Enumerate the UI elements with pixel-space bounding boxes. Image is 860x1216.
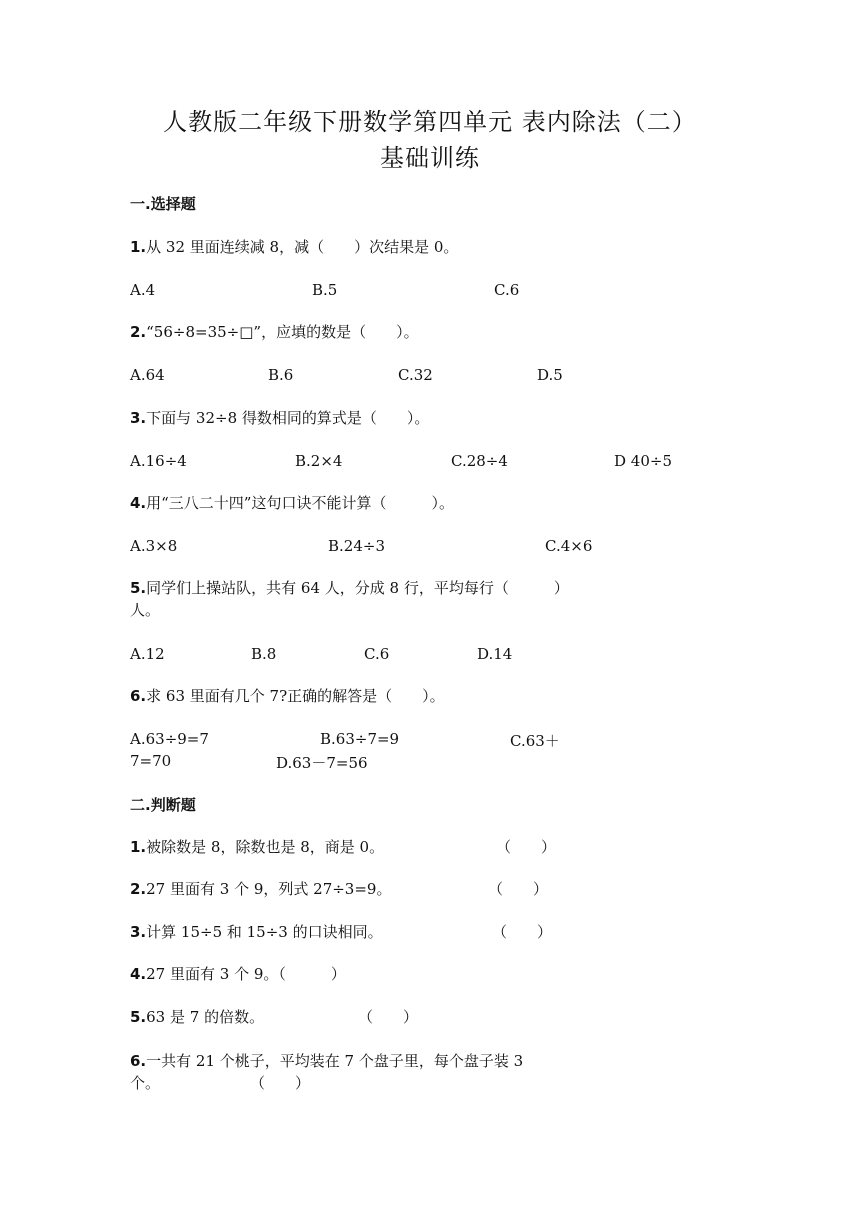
- choice-question-2: [130, 321, 419, 343]
- option-a: A.3×8: [130, 537, 178, 555]
- option-d: D 40÷5: [614, 452, 672, 470]
- question-text: 用“三八二十四”这句口诀不能计算（ ）。: [146, 494, 454, 512]
- option-c: C.28÷4: [451, 452, 508, 470]
- section-heading-judgement: 二.判断题: [130, 796, 196, 814]
- section-heading-choice: 一.选择题: [130, 195, 196, 213]
- option-c: C.32: [398, 366, 433, 384]
- option-b: B.63÷7=9: [320, 730, 400, 748]
- question-text: 一共有 21 个桃子，平均装在 7 个盘子里，每个盘子装 3: [146, 1052, 524, 1070]
- choice-question-6: [130, 685, 445, 707]
- choice-question-5-continued: 人。: [130, 601, 161, 619]
- choice-question-4: [130, 492, 454, 514]
- option-d: D.63－7=56: [276, 754, 368, 772]
- question-text: 63 是 7 的倍数。: [146, 1008, 265, 1026]
- question-number: 5.: [130, 579, 147, 597]
- judgement-question-2: [130, 878, 391, 900]
- question-text: 27 里面有 3 个 9。（ ）: [146, 965, 346, 983]
- judgement-question-1: [130, 836, 384, 858]
- option-b: B.5: [312, 281, 338, 299]
- answer-bracket: （ ）: [358, 1008, 419, 1026]
- option-a: A.63÷9=7: [130, 730, 209, 748]
- option-a: A.12: [130, 645, 165, 663]
- question-text: 被除数是 8，除数也是 8，商是 0。: [146, 838, 385, 856]
- question-number: 2.: [130, 323, 147, 341]
- judgement-question-5: [130, 1006, 264, 1028]
- answer-bracket: （ ）: [250, 1074, 311, 1092]
- option-a: A.16÷4: [130, 452, 187, 470]
- title-line-1: 人教版二年级下册数学第四单元 表内除法（二）: [163, 108, 697, 136]
- option-b: B.8: [251, 645, 277, 663]
- question-number: 6.: [130, 1052, 147, 1070]
- question-number: 5.: [130, 1008, 147, 1026]
- question-number: 1.: [130, 238, 147, 256]
- question-number: 3.: [130, 923, 147, 941]
- question-text: 下面与 32÷8 得数相同的算式是（ ）。: [146, 409, 430, 427]
- option-c: C.4×6: [545, 537, 593, 555]
- page-title: [0, 104, 860, 176]
- title-line-2: 基础训练: [380, 144, 480, 172]
- answer-bracket: （ ）: [492, 923, 553, 941]
- option-c: C.63＋: [510, 732, 560, 750]
- question-text: 求 63 里面有几个 7?正确的解答是（ ）。: [146, 687, 445, 705]
- question-text: 同学们上操站队，共有 64 人，分成 8 行，平均每行（ ）: [146, 579, 569, 597]
- option-c: C.6: [494, 281, 520, 299]
- option-b: B.6: [268, 366, 294, 384]
- question-text: 从 32 里面连续减 8，减（ ）次结果是 0。: [146, 238, 459, 256]
- answer-bracket: （ ）: [496, 838, 557, 856]
- question-text: 计算 15÷5 和 15÷3 的口诀相同。: [146, 923, 383, 941]
- judgement-question-6-continued: 个。: [130, 1074, 161, 1092]
- choice-question-5: [130, 577, 569, 599]
- choice-question-1: [130, 236, 458, 258]
- question-number: 6.: [130, 687, 147, 705]
- option-b: B.24÷3: [328, 537, 385, 555]
- question-number: 3.: [130, 409, 147, 427]
- choice-question-3: [130, 407, 429, 429]
- option-d: D.5: [537, 366, 563, 384]
- judgement-question-3: [130, 921, 383, 943]
- question-number: 4.: [130, 494, 147, 512]
- question-text: “56÷8=35÷□”，应填的数是（ ）。: [146, 323, 419, 341]
- question-number: 1.: [130, 838, 147, 856]
- judgement-question-4: [130, 963, 346, 985]
- judgement-question-6: [130, 1050, 523, 1072]
- question-number: 4.: [130, 965, 147, 983]
- option-c: C.6: [364, 645, 390, 663]
- question-text: 27 里面有 3 个 9，列式 27÷3=9。: [146, 880, 392, 898]
- option-b: B.2×4: [295, 452, 343, 470]
- answer-bracket: （ ）: [488, 880, 549, 898]
- question-number: 2.: [130, 880, 147, 898]
- option-c-continued: 7=70: [130, 752, 172, 770]
- option-d: D.14: [477, 645, 513, 663]
- option-a: A.64: [130, 366, 165, 384]
- option-a: A.4: [130, 281, 156, 299]
